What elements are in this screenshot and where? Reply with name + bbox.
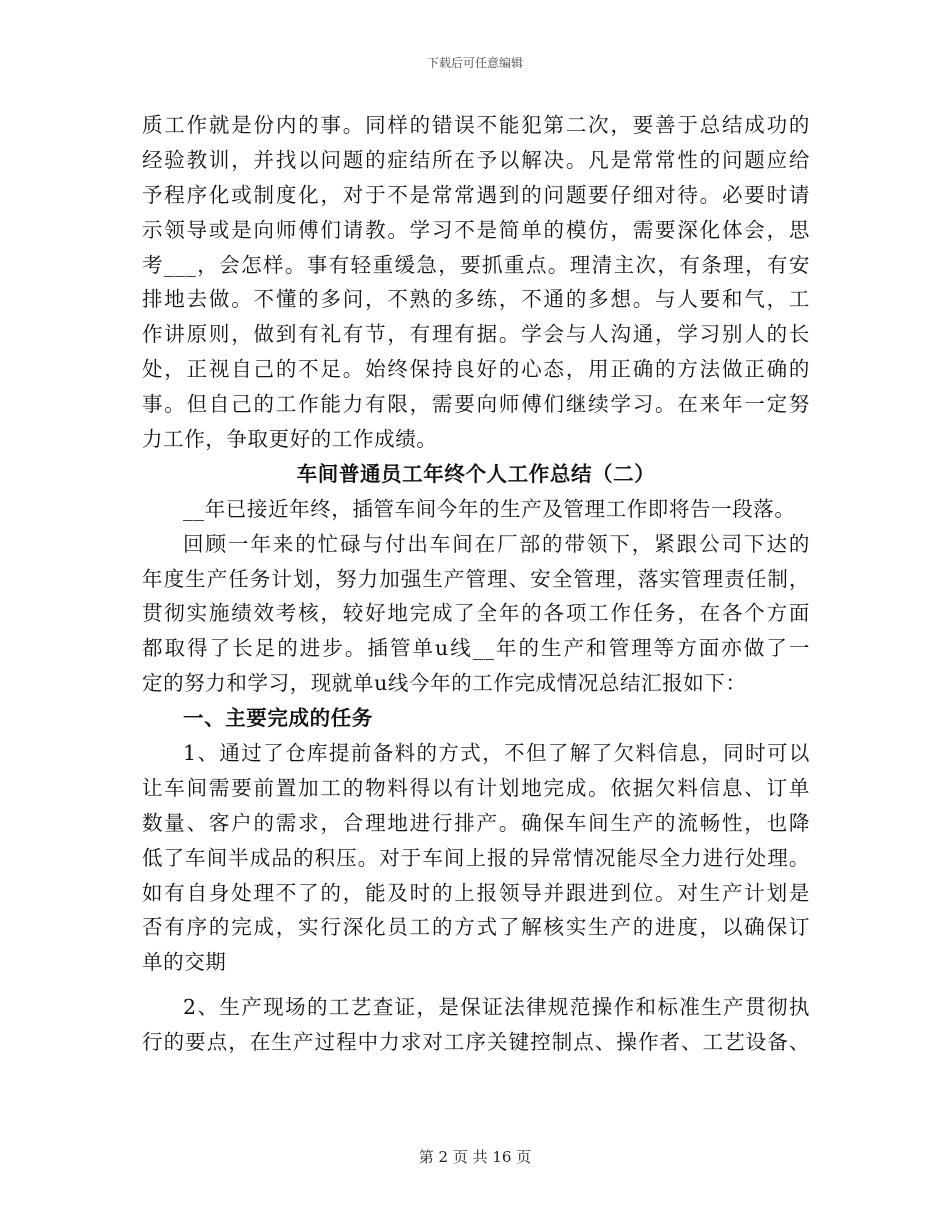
body-line: 低了车间半成品的积压。对于车间上报的异常情况能尽全力进行处理。 [142, 845, 810, 870]
page-header-note: 下载后可任意编辑 [426, 56, 523, 70]
body-line: 作讲原则，做到有礼有节，有理有据。学会与人沟通，学习别人的长 [142, 322, 810, 347]
body-line: 质工作就是份内的事。同样的错误不能犯第二次，要善于总结成功的 [142, 113, 810, 137]
body-line: 1、通过了仓库提前备料的方式，不但了解了欠料信息，同时可以 [183, 741, 810, 766]
body-line: 定的努力和学习，现就单u线今年的工作完成情况总结汇报如下： [142, 671, 747, 696]
body-line: 予程序化或制度化，对于不是常常遇到的问题要仔细对待。必要时请 [142, 182, 810, 207]
body-line: 行的要点，在生产过程中力求对工序关键控制点、操作者、工艺设备、 [142, 1030, 810, 1055]
body-line: __年已接近年终，插管车间今年的生产及管理工作即将告一段落。 [183, 496, 796, 521]
body-line: 如有自身处理不了的，能及时的上报领导并跟进到位。对生产计划是 [142, 880, 810, 905]
body-line: 都取得了长足的进步。插管单u线__年的生产和管理等方面亦做了一 [142, 636, 810, 661]
body-line: 2、生产现场的工艺查证，是保证法律规范操作和标准生产贯彻执 [183, 995, 810, 1020]
body-line: 单的交期 [142, 950, 227, 975]
document-body [142, 108, 810, 1060]
body-line: 事。但自己的工作能力有限，需要向师傅们继续学习。在来年一定努 [142, 392, 810, 417]
body-line: 年度生产任务计划，努力加强生产管理、安全管理，落实管理责任制， [142, 566, 810, 591]
body-line: 考___，会怎样。事有轻重缓急，要抓重点。理清主次，有条理，有安 [142, 252, 810, 277]
body-line: 处，正视自己的不足。始终保持良好的心态，用正确的方法做正确的 [142, 357, 810, 382]
body-line: 否有序的完成，实行深化员工的方式了解核实生产的进度，以确保订 [142, 915, 810, 940]
body-line: 排地去做。不懂的多问，不熟的多练，不通的多想。与人要和气，工 [142, 287, 810, 312]
body-line: 贯彻实施绩效考核，较好地完成了全年的各项工作任务，在各个方面 [142, 601, 810, 626]
body-line: 经验教训，并找以问题的症结所在予以解决。凡是常常性的问题应给 [142, 147, 810, 172]
body-line: 让车间需要前置加工的物料得以有计划地完成。依据欠料信息、订单 [142, 775, 810, 800]
subsection-heading: 一、主要完成的任务 [183, 706, 373, 731]
section-title: 车间普通员工年终个人工作总结（二） [296, 461, 656, 486]
paragraph-gap [142, 980, 810, 990]
body-line: 力工作，争取更好的工作成绩。 [142, 427, 438, 452]
body-line: 示领导或是向师傅们请教。学习不是简单的模仿，需要深化体会，思 [142, 217, 810, 242]
page-number: 第 2 页 共 16 页 [418, 1148, 532, 1166]
body-line: 数量、客户的需求，合理地进行排产。确保车间生产的流畅性，也降 [142, 810, 810, 835]
body-line: 回顾一年来的忙碌与付出车间在厂部的带领下，紧跟公司下达的 [183, 531, 810, 556]
